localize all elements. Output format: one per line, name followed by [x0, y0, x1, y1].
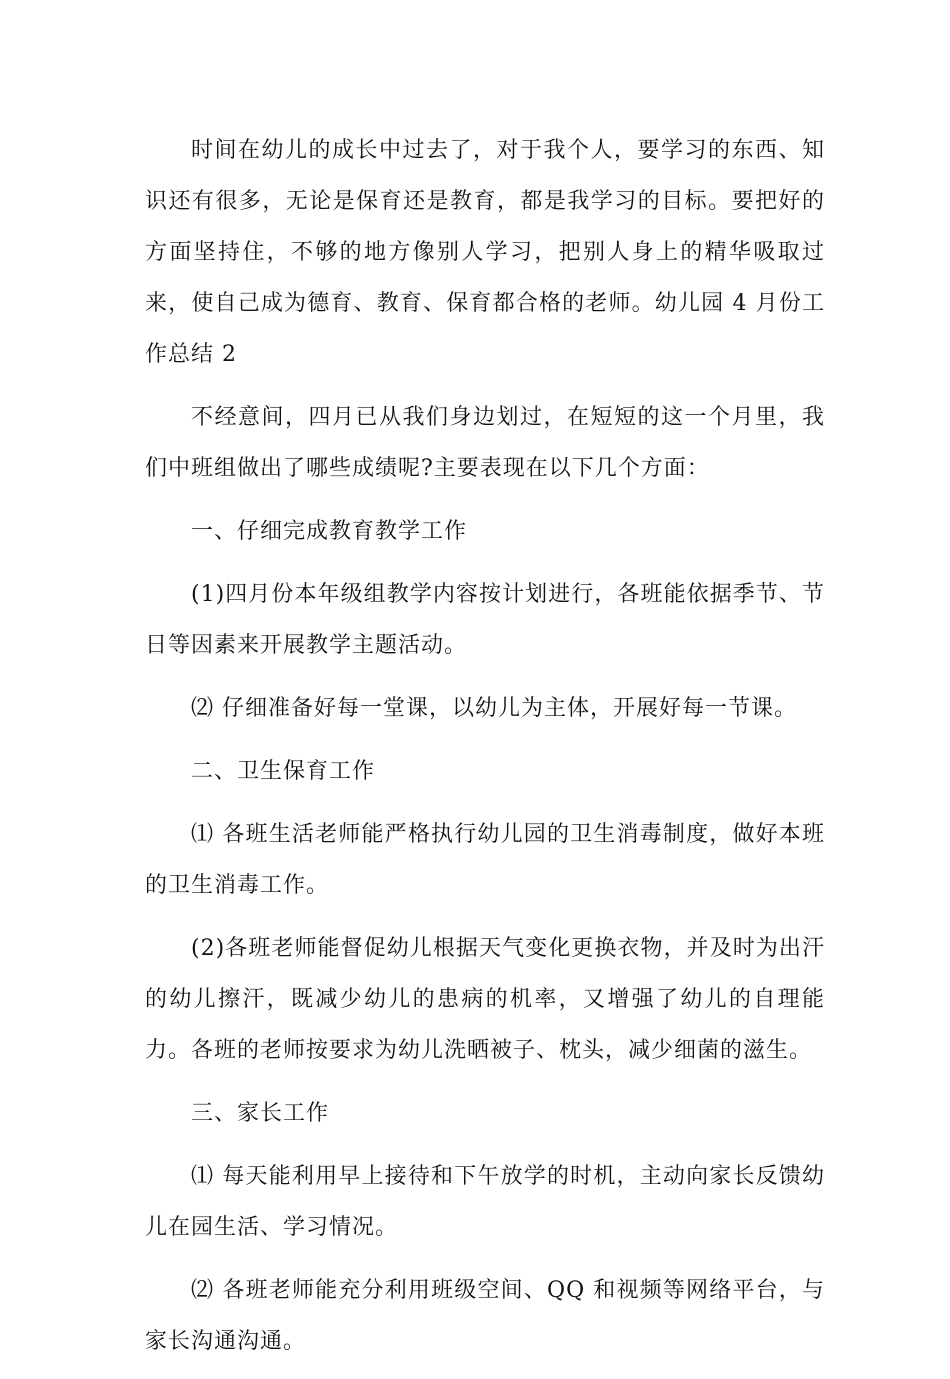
paragraph-hygiene-item-2: (2)各班老师能督促幼儿根据天气变化更换衣物，并及时为出汗的幼儿擦汗，既减少幼儿的患病的机率，又增强了幼儿的自理能力。各班的老师按要求为幼儿洗晒被子、枕头，减少细菌的滋生。	[145, 936, 825, 1063]
paragraph-parents-item-2: ⑵ 各班老师能充分利用班级空间、QQ 和视频等网络平台，与家长沟通沟通。	[145, 1278, 825, 1354]
section-heading-parents: 三、家长工作	[191, 1101, 330, 1126]
section-heading-hygiene: 二、卫生保育工作	[191, 759, 376, 784]
paragraph-hygiene-item-1: ⑴ 各班生活老师能严格执行幼儿园的卫生消毒制度，做好本班的卫生消毒工作。	[145, 822, 825, 898]
document-body	[145, 125, 825, 1379]
paragraph-teaching-item-2: ⑵ 仔细准备好每一堂课，以幼儿为主体，开展好每一节课。	[191, 696, 797, 721]
paragraph-april-intro: 不经意间，四月已从我们身边划过，在短短的这一个月里，我们中班组做出了哪些成绩呢?主要表现在以下几个方面：	[145, 405, 825, 481]
paragraph-summary-conclusion: 时间在幼儿的成长中过去了，对于我个人，要学习的东西、知识还有很多，无论是保育还是教育，都是我学习的目标。要把好的方面坚持住，不够的地方像别人学习，把别人身上的精华吸取过来，使自己成为德育、教育、保育都合格的老师。幼儿园 4 月份工作总结 2	[145, 138, 825, 367]
section-heading-teaching: 一、仔细完成教育教学工作	[191, 519, 468, 544]
paragraph-parents-item-1: ⑴ 每天能利用早上接待和下午放学的时机，主动向家长反馈幼儿在园生活、学习情况。	[145, 1164, 825, 1240]
paragraph-teaching-item-1: (1)四月份本年级组教学内容按计划进行，各班能依据季节、节日等因素来开展教学主题活动。	[145, 582, 825, 658]
